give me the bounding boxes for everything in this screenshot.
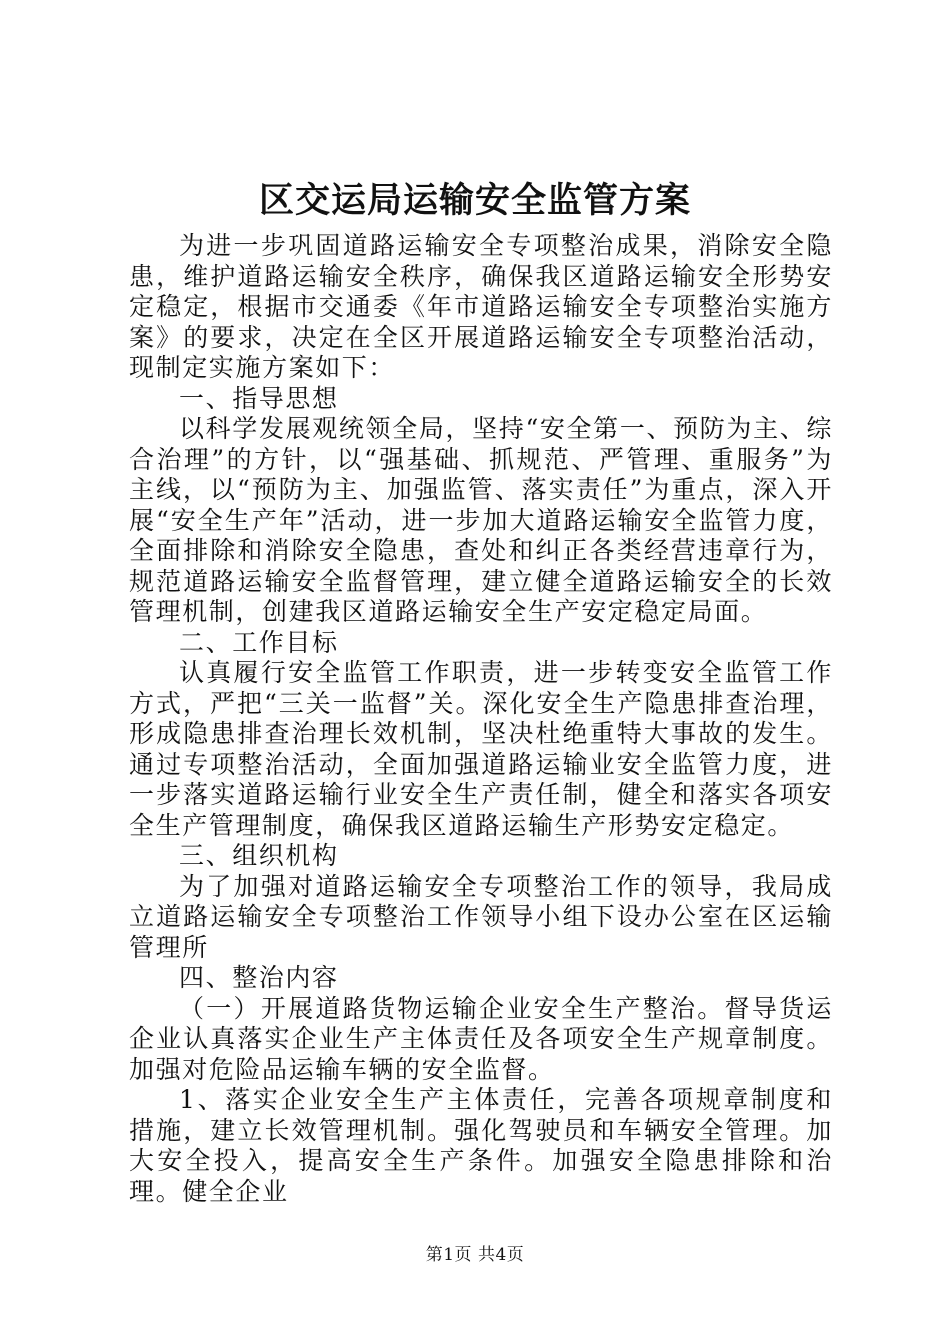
intro-paragraph: 为进一步巩固道路运输安全专项整治成果，消除安全隐患，维护道路运输安全秩序，确保我区道路运输安全形势安定稳定，根据市交通委《年市道路运输安全专项整治实施方案》的要求，决定在全区开展道路运输安全专项整治活动，现制定实施方案如下：	[129, 231, 833, 382]
paragraph-work-goals: 认真履行安全监管工作职责，进一步转变安全监管工作方式，严把“三关一监督”关。深化安全生产隐患排查治理，形成隐患排查治理长效机制，坚决杜绝重特大事故的发生。通过专项整治活动，全面加强道路运输业安全监管力度，进一步落实道路运输行业安全生产责任制，健全和落实各项安全生产管理制度，确保我区道路运输生产形势安定稳定。	[129, 658, 833, 840]
document-body	[129, 231, 833, 1207]
document-title: 区交运局运输安全监管方案	[258, 180, 691, 221]
section-heading-rectification-content: 四、整治内容	[179, 963, 339, 992]
section-heading-work-goals: 二、工作目标	[179, 627, 339, 657]
page-footer: 第1页 共4页	[425, 1245, 525, 1265]
paragraph-guiding-ideology: 以科学发展观统领全局，坚持“安全第一、预防为主、综合治理”的方针，以“强基础、抓规范、严管理、重服务”为主线，以“预防为主、加强监管、落实责任”为重点，深入开展“安全生产年”活动，进一步加大道路运输安全监管力度，全面排除和消除安全隐患，查处和纠正各类经营违章行为，规范道路运输安全监督管理，建立健全道路运输安全的长效管理机制，创建我区道路运输安全生产安定稳定局面。	[129, 414, 833, 626]
paragraph-rectification-item-1: （一）开展道路货物运输企业安全生产整治。督导货运企业认真落实企业生产主体责任及各项安全生产规章制度。加强对危险品运输车辆的安全监督。	[129, 993, 833, 1084]
section-heading-guiding-ideology: 一、指导思想	[179, 383, 339, 413]
paragraph-organization: 为了加强对道路运输安全专项整治工作的领导，我局成立道路运输安全专项整治工作领导小组下设办公室在区运输管理所	[129, 871, 833, 962]
paragraph-rectification-subitem-1: 1、落实企业安全生产主体责任，完善各项规章制度和措施，建立长效管理机制。强化驾驶员和车辆安全管理。加大安全投入，提高安全生产条件。加强安全隐患排除和治理。健全企业	[129, 1085, 833, 1206]
section-heading-organization: 三、组织机构	[179, 841, 339, 870]
